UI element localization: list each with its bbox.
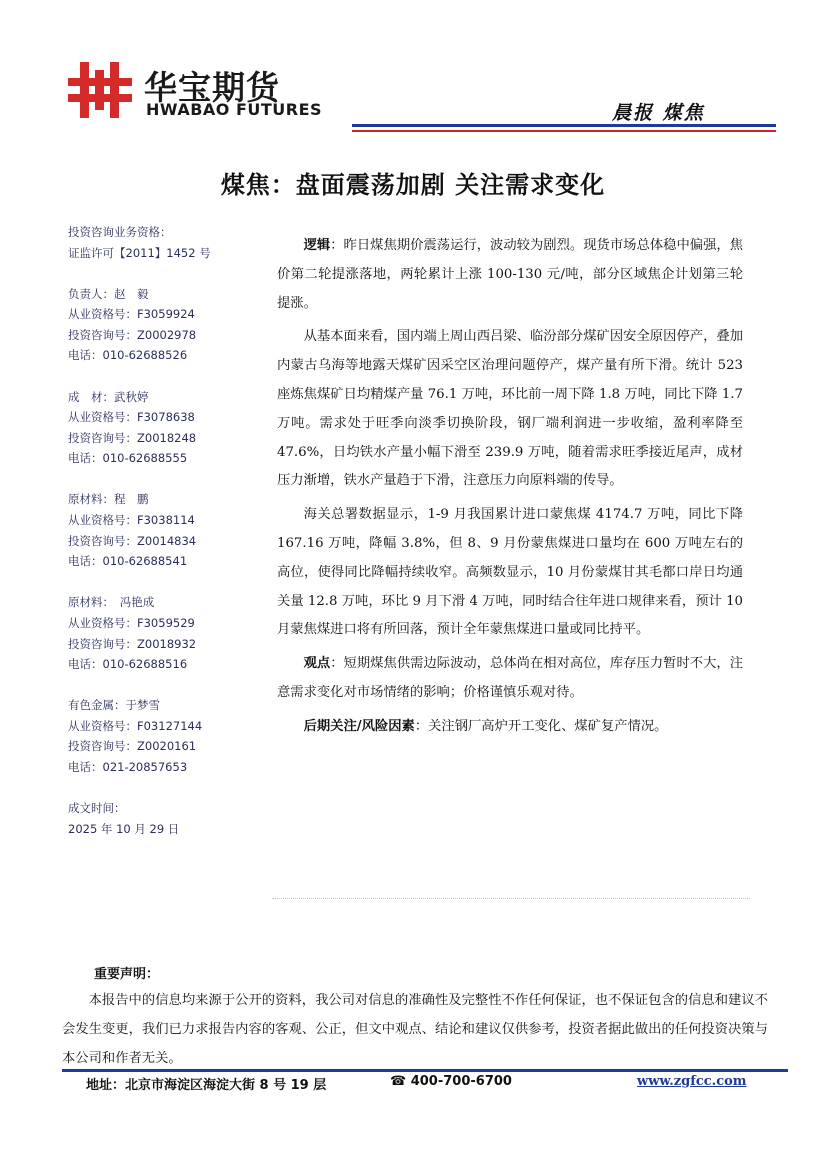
contact-role: 有色金属：于梦雪: [68, 698, 160, 713]
date-label: 成文时间：: [68, 801, 126, 816]
contact-consult-no: 投资咨询号：Z0002978: [68, 327, 197, 342]
hwabao-logo-icon: [64, 60, 136, 120]
view-label: 观点: [303, 656, 331, 672]
date-value: 2025 年 10 月 29 日: [68, 821, 180, 836]
contact-license: 从业资格号：F3078638: [68, 410, 195, 425]
logo-chinese-name: 华宝期货: [144, 68, 280, 107]
contact-license: 从业资格号：F3059924: [68, 307, 195, 322]
contact-phone: 电话：010-62688555: [68, 451, 188, 466]
footer-phone-number: 400-700-6700: [410, 1074, 512, 1089]
logic-label: 逻辑: [303, 238, 331, 253]
contact-license: 从业资格号：F3038114: [68, 513, 195, 528]
fundamentals-paragraph: 从基本面来看，国内端上周山西吕梁、临汾部分煤矿因安全原因停产，叠加内蒙古乌海等地露天煤矿因采空区治理问题停产，煤产量有所下滑。统计 523 座炼焦煤矿日均精煤产量 76.1 万吨，环比前一周下降 1.8 万吨，同比下降 1.7 万吨。需求处于旺季向淡季切换阶段，钢厂端利润进一步收缩，盈利率降至 47.6%，日均铁水产量小幅下滑至 239.9 万吨，随着需求旺季接近尾声，成材压力渐增，铁水产量趋于下滑，注意压力向原料端的传导。: [277, 329, 743, 489]
contact-consult-no: 投资咨询号：Z0020161: [68, 739, 197, 754]
customs-paragraph: 海关总署数据显示，1-9 月我国累计进口蒙焦煤 4174.7 万吨，同比下降 167.16 万吨，降幅 3.8%，但 8、9 月份蒙焦煤进口量均在 600 万吨左右的高位，使得同比降幅持续收窄。高频数显示，10 月份蒙煤甘其毛都口岸日均通关量 12.8 万吨，环比 9 月下滑 4 万吨，同时结合往年进口规律来看，预计 10 月蒙焦煤进口将有所回落，预计全年蒙焦煤进口量或同比持平。: [277, 507, 743, 638]
phone-icon: ☎: [390, 1074, 411, 1089]
report-type-label: 晨报 煤焦: [612, 102, 705, 124]
section-divider: [272, 898, 750, 899]
report-title: 煤焦：盘面震荡加剧 关注需求变化: [220, 170, 606, 199]
disclaimer-text: 本报告中的信息均来源于公开的资料，我公司对信息的准确性及完整性不作任何保证，也不保证包含的信息和建议不会发生变更，我们已力求报告内容的客观、公正，但文中观点、结论和建议仅供参考，投资者据此做出的任何投资决策与本公司和作者无关。: [62, 993, 768, 1066]
footer-phone: [390, 1074, 512, 1089]
company-logo: [64, 60, 323, 122]
contact-role: 原材料： 冯艳成: [68, 595, 155, 610]
qualification-label: 投资咨询业务资格：: [68, 225, 172, 239]
view-text: ：短期煤焦供需边际波动，总体尚在相对高位，库存压力暂时不大，注意需求变化对市场情绪的影响；价格谨慎乐观对待。: [277, 656, 744, 700]
logic-paragraph: [277, 232, 743, 318]
logic-text: ：昨日煤焦期价震荡运行，波动较为剧烈。现货市场总体稳中偏强，焦价第二轮提涨落地，两轮累计上涨 100-130 元/吨，部分区域焦企计划第三轮提涨。: [277, 238, 744, 311]
header-rule-blue: [352, 124, 776, 127]
footer-website-link[interactable]: www.zgfcc.com: [637, 1074, 747, 1089]
footer-rule: [62, 1069, 788, 1072]
risk-text: ：关注钢厂高炉开工变化、煤矿复产情况。: [414, 718, 668, 734]
risk-label: 后期关注/风险因素: [303, 718, 415, 734]
report-body: [277, 232, 743, 742]
contact-license: 从业资格号：F03127144: [68, 718, 203, 733]
qualification-value: 证监许可【2011】1452 号: [68, 245, 211, 260]
analyst-sidebar: [68, 222, 248, 839]
contact-role: 负责人：赵 毅: [68, 286, 149, 301]
footer-address: 地址：北京市海淀区海淀大街 8 号 19 层: [86, 1078, 327, 1093]
contact-phone: 电话：010-62688526: [68, 348, 188, 363]
contact-consult-no: 投资咨询号：Z0018248: [68, 430, 197, 445]
contact-phone: 电话：021-20857653: [68, 759, 188, 774]
disclaimer-title: 重要声明：: [94, 967, 160, 982]
contact-phone: 电话：010-62688516: [68, 657, 188, 672]
contact-consult-no: 投资咨询号：Z0014834: [68, 533, 197, 548]
header-rule-red: [352, 130, 776, 132]
contact-role: 成 材：武秋婷: [68, 389, 149, 404]
contact-consult-no: 投资咨询号：Z0018932: [68, 636, 197, 651]
contact-phone: 电话：010-62688541: [68, 554, 188, 569]
risk-paragraph: [277, 713, 743, 742]
logo-english-name: HWABAO FUTURES: [146, 100, 323, 119]
contact-license: 从业资格号：F3059529: [68, 615, 195, 630]
view-paragraph: [277, 650, 743, 708]
contact-role: 原材料：程 鹏: [68, 492, 149, 507]
